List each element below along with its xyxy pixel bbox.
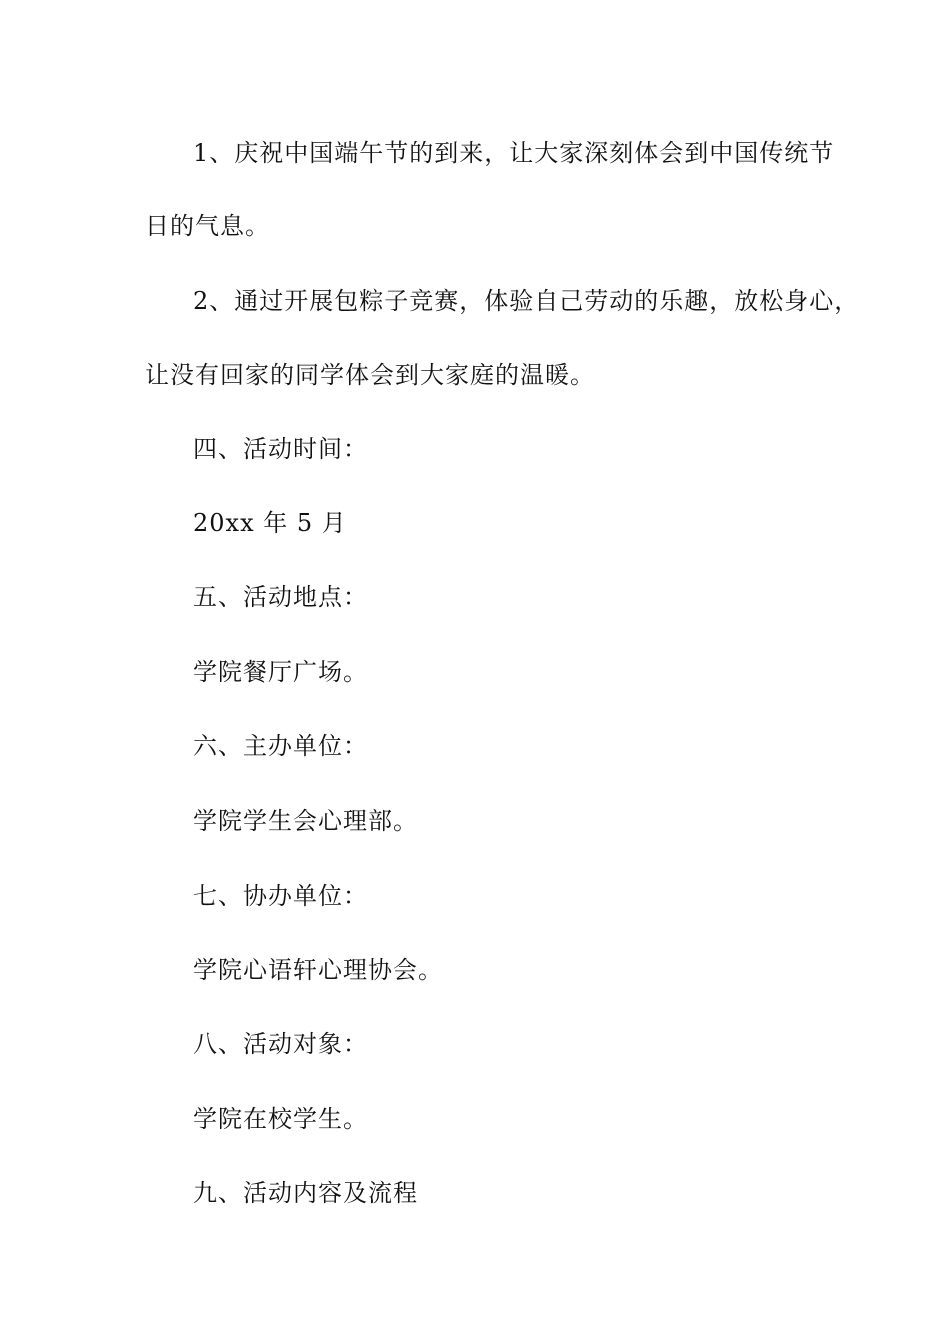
section-heading-audience: 八、活动对象： <box>193 1030 368 1058</box>
section-heading-content-and-process: 九、活动内容及流程 <box>193 1179 418 1207</box>
section-heading-organizer: 六、主办单位： <box>193 732 368 760</box>
paragraph-2-line-2: 让没有回家的同学体会到大家庭的温暖。 <box>145 361 595 389</box>
section-heading-location: 五、活动地点： <box>193 583 368 611</box>
section-heading-time: 四、活动时间： <box>193 435 368 463</box>
paragraph-2-line-1: 2、通过开展包粽子竞赛，体验自己劳动的乐趣，放松身心， <box>193 287 860 315</box>
paragraph-1-line-2: 日的气息。 <box>145 212 270 240</box>
section-text-audience: 学院在校学生。 <box>193 1105 368 1133</box>
section-text-co-organizer: 学院心语轩心理协会。 <box>193 956 443 984</box>
paragraph-1-line-1: 1、庆祝中国端午节的到来，让大家深刻体会到中国传统节 <box>193 139 835 167</box>
section-text-organizer: 学院学生会心理部。 <box>193 807 418 835</box>
section-heading-co-organizer: 七、协办单位： <box>193 882 368 910</box>
section-text-time: 20xx 年 5 月 <box>193 509 347 537</box>
section-text-location: 学院餐厅广场。 <box>193 658 368 686</box>
